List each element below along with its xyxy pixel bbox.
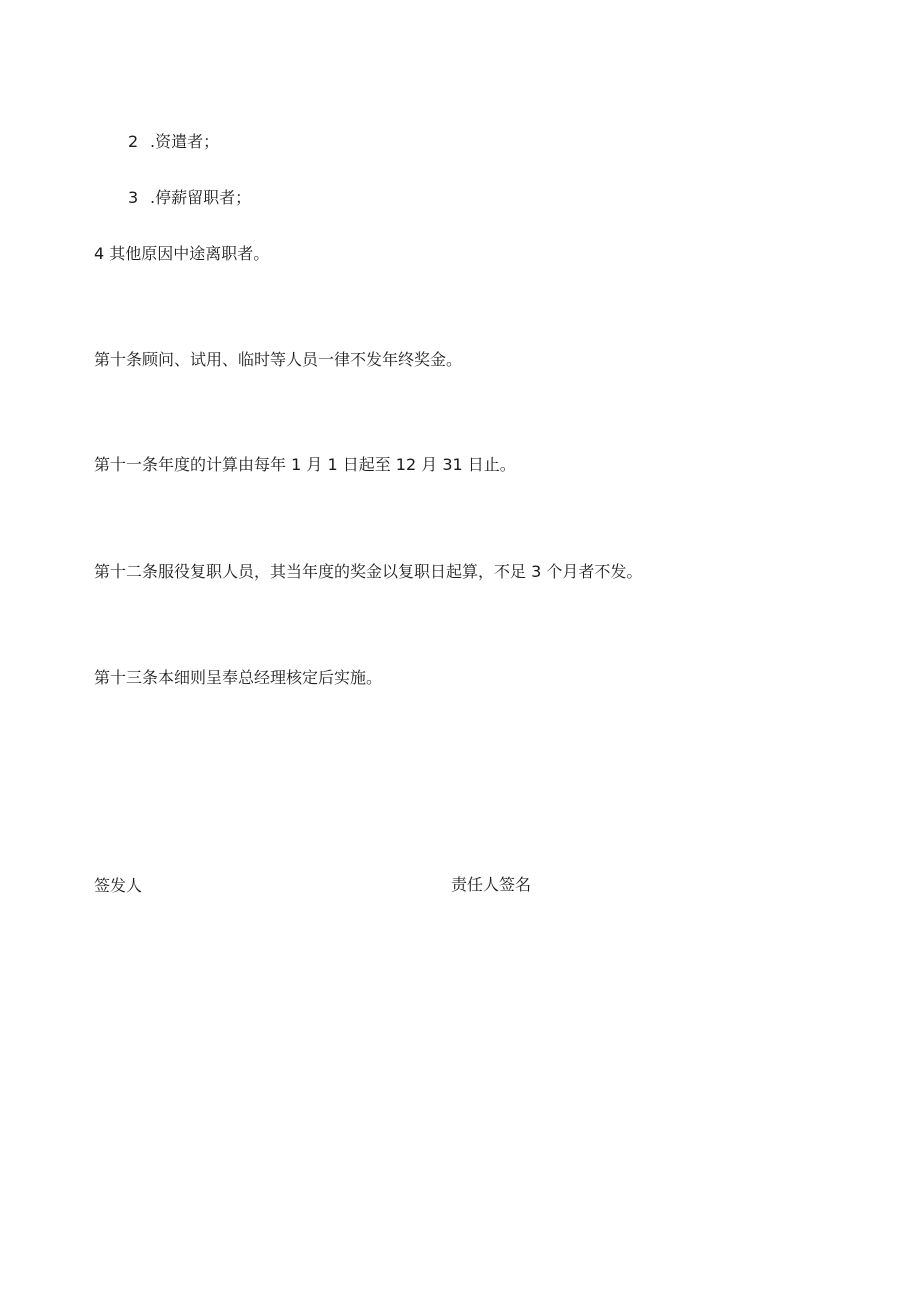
responsible-signature-label: 责任人签名 [451,875,532,894]
issuer-signature-label: 签发人 [94,876,143,895]
article-10-paragraph: 第十条顾问、试用、临时等人员一律不发年终奖金。 [94,350,463,369]
list-item-text: 4 其他原因中途离职者。 [94,244,270,263]
list-item-text: .停薪留职者； [150,188,252,207]
article-11-paragraph: 第十一条年度的计算由每年 1 月 1 日起至 12 月 31 日止。 [94,455,516,474]
article-13-paragraph: 第十三条本细则呈奉总经理核定后实施。 [94,668,383,687]
list-item-number: 2 [128,132,139,151]
list-item-text: .资遣者； [150,132,220,151]
article-12-paragraph: 第十二条服役复职人员，其当年度的奖金以复职日起算，不足 3 个月者不发。 [94,562,643,581]
list-item-number: 3 [128,188,139,207]
